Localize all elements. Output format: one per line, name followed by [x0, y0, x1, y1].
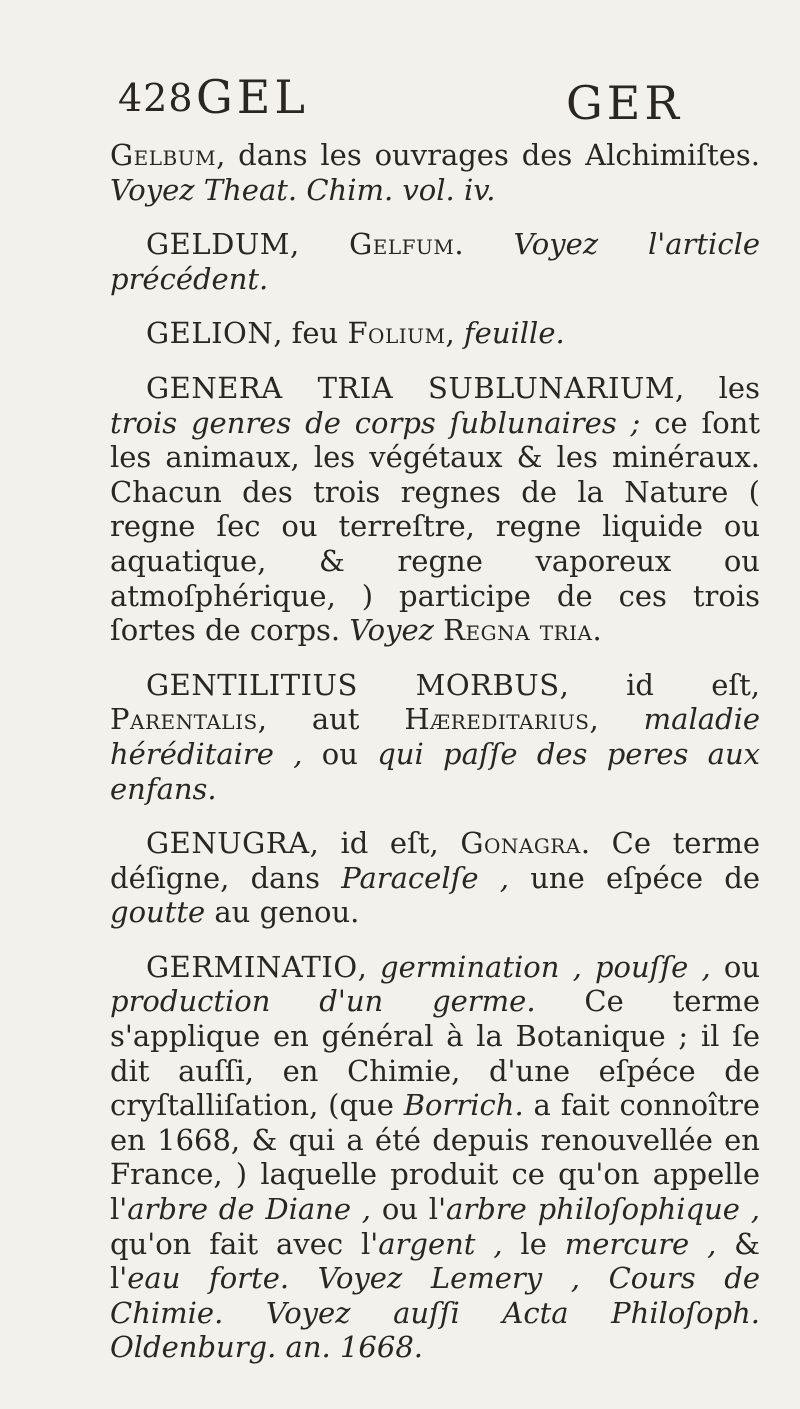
entry-text: ou — [710, 949, 760, 984]
italic-text: Voyez Theat. Chim. vol. iv. — [110, 172, 496, 207]
dictionary-entry — [110, 227, 760, 296]
italic-text: Voyez — [349, 613, 434, 648]
dictionary-entry — [110, 826, 760, 930]
entry-text: le — [502, 1226, 565, 1261]
entry-text: ou l' — [371, 1192, 447, 1227]
entries-body — [110, 138, 760, 1385]
entry-text: , id eſt, — [559, 667, 761, 702]
entry-text: , aut — [257, 702, 405, 737]
entry-headword: GELDUM — [146, 227, 290, 262]
entry-headword: GELION — [146, 316, 274, 351]
entry-text: . — [592, 613, 602, 648]
small-caps-text: Gelfum — [349, 227, 455, 262]
entry-text: , — [357, 949, 381, 984]
italic-text: feuille. — [463, 316, 565, 351]
italic-text: production d'un germe. — [110, 984, 536, 1019]
entry-text: & l' — [110, 1226, 760, 1296]
entry-text: , dans les ouvrages des Alchimiſtes. — [216, 138, 760, 172]
entry-text: a fait connoître en 1668, & qui a été depuis renouvellée en France, ) laquelle produit ce qu'on appelle l' — [110, 1088, 760, 1227]
running-header — [0, 62, 800, 132]
entry-text: Ce terme s'applique en général à la Botanique ; il ſe dit auſſi, en Chimie, d'une eſpéce de cryſtalliſation, (que — [110, 984, 760, 1123]
dictionary-entry — [110, 371, 760, 648]
italic-text: germination , pouſſe , — [380, 949, 711, 984]
entry-text: , feu — [273, 316, 348, 351]
dictionary-entry — [110, 316, 760, 351]
entry-text: . — [454, 227, 514, 262]
small-caps-text: Hæreditarius — [404, 702, 590, 737]
dictionary-entry — [110, 138, 760, 207]
right-running-head: GER — [566, 76, 683, 130]
entry-headword: GERMINATIO — [146, 949, 358, 984]
entry-text — [434, 613, 443, 647]
dictionary-entry — [110, 950, 760, 1365]
entry-text: , — [445, 316, 464, 351]
left-running-head: GEL — [196, 70, 309, 124]
italic-text: mercure , — [564, 1226, 717, 1261]
entry-text: ce ſont les animaux, les végétaux & les minéraux. Chacun des trois regnes de la Nature ( regne ſec ou terreſtre, regne liquide ou aquatique, & regne vaporeux ou atmoſphérique, ) participe de ces trois ſortes de corps. — [110, 405, 760, 648]
small-caps-text: Folium — [347, 316, 446, 351]
entry-text: , id eſt, — [309, 826, 461, 861]
entry-text: , — [289, 227, 350, 262]
italic-text: arbre philoſophique , — [446, 1192, 760, 1227]
entry-text: ou — [302, 736, 378, 771]
small-caps-text: Gonagra — [460, 826, 581, 861]
entry-text: au genou. — [205, 895, 360, 930]
italic-text: qui paſſe des peres aux enfans. — [110, 736, 760, 806]
entry-text: . Ce terme déſigne, dans — [110, 826, 760, 895]
small-caps-text: Regna tria — [443, 613, 593, 648]
entry-headword: GENERA TRIA SUBLUNARIUM — [146, 370, 676, 405]
italic-text: goutte — [110, 895, 206, 930]
italic-text: argent , — [378, 1226, 503, 1261]
entry-text: une eſpéce de — [508, 860, 760, 895]
italic-text: maladie héréditaire , — [110, 702, 761, 771]
entry-headword: GENUGRA — [146, 826, 310, 861]
italic-text: Voyez l'article précédent. — [110, 227, 761, 296]
italic-text: arbre de Diane , — [127, 1192, 372, 1227]
small-caps-text: Gelbum — [110, 138, 217, 172]
italic-text: Paracelſe , — [341, 860, 509, 895]
italic-text: Borrich. — [403, 1088, 524, 1123]
dictionary-entry — [110, 668, 760, 806]
italic-text: trois genres de corps ſublunaires ; — [110, 405, 641, 440]
entry-headword: GENTILITIUS MORBUS — [146, 667, 560, 702]
entry-text: qu'on fait avec l' — [110, 1226, 379, 1261]
page-number: 428 — [118, 76, 194, 120]
italic-text: eau forte. Voyez Lemery , Cours de Chimie. Voyez auſſi Acta Philoſoph. Oldenburg. an. 1668. — [110, 1261, 760, 1365]
entry-text: , — [589, 702, 644, 737]
entry-text: , les — [675, 370, 760, 405]
small-caps-text: Parentalis — [110, 702, 258, 737]
